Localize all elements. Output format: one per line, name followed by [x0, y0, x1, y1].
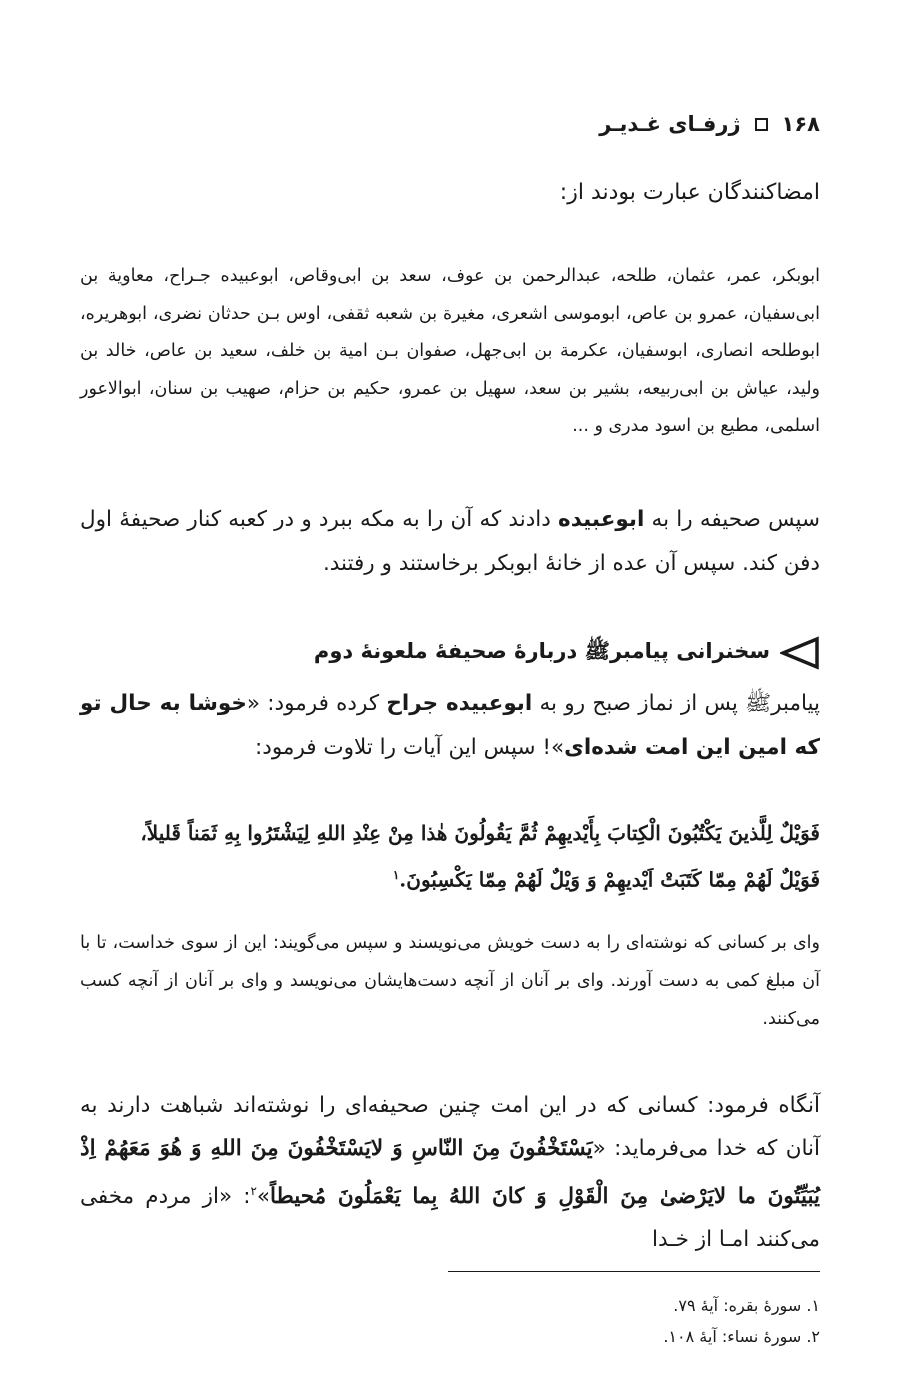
text-segment: پیامبرﷺ پس از نماز صبح رو به [532, 691, 820, 716]
section-title: سخنرانی پیامبرﷺ دربارهٔ صحیفهٔ ملعونهٔ دوم [313, 638, 770, 663]
bold-quote: خوشا به حال تو که امین این امت شده‌ای [80, 691, 820, 760]
bold-name: ابوعبیده [558, 507, 645, 532]
final-paragraph [80, 1084, 820, 1261]
text-segment: کرده فرمود: « [246, 691, 387, 716]
speech-paragraph [80, 682, 820, 770]
footnote-1: ۱. سورهٔ بقره: آیهٔ ۷۹. [673, 1296, 820, 1315]
triangle-pointer-icon [780, 636, 820, 670]
quran-line-1: فَوَیْلٌ لِلَّذینَ یَکْتُبُونَ الْکِتابَ بِأَیْدیهِمْ ثُمَّ یَقُولُونَ هٰذا مِنْ عِنْدِ اللهِ لِیَشْتَرُوا بِهِ ثَمَناً قَلیلاً، [140, 821, 820, 845]
quran-line-2 [80, 854, 820, 901]
paragraph-after-signers [80, 498, 820, 586]
quran-verse-block [80, 812, 820, 901]
square-separator-icon [755, 118, 768, 131]
text-segment: دادند که آن را به مکه ببرد و در کعبه کنار صحیفهٔ اول دفن کند. سپس آن عده از خانهٔ ابوبکر برخاستند و رفتند. [80, 507, 820, 576]
footnote-2: ۲. سورهٔ نساء: آیهٔ ۱۰۸. [663, 1327, 820, 1346]
footnotes [80, 1290, 820, 1352]
text-segment: آنگاه فرمود: کسانی که در این امت چنین صحیفه‌ای را نوشته‌اند شباهت دارند به آنان که خدا می‌فرماید: « [80, 1093, 820, 1161]
quran-quote: یَسْتَخْفُونَ مِنَ النّاسِ وَ لایَسْتَخْفُونَ مِنَ اللهِ وَ هُوَ مَعَهُمْ اِذْ یُبَیِّتُونَ ما لایَرْضیٰ مِنَ الْقَوْلِ وَ کانَ اللهُ بِما یَعْمَلُونَ مُحیطاً [80, 1136, 820, 1210]
quran-line-2-text: فَوَیْلٌ لَهُمْ مِمّا کَتَبَتْ اَیْدیهِمْ وَ وَیْلٌ لَهُمْ مِمّا یَکْسِبُونَ. [399, 867, 820, 892]
text-segment: سپس صحیفه را به [644, 507, 820, 532]
intro-paragraph: امضاکنندگان عبارت بودند از: [559, 180, 820, 205]
footnote-ref-1: ۱ [392, 868, 400, 882]
bold-name: ابوعبیده جراح [386, 691, 533, 716]
book-title: ژرفـای غـدیـر [599, 112, 741, 136]
page-header [80, 112, 820, 136]
signers-list: ابوبکر، عمر، عثمان، طلحه، عبدالرحمن بن عوف، سعد بن ابی‌وقاص، ابوعبیده جـراح، معاویة بن ابی‌سفیان، عمرو بن عاص، ابوموسی اشعری، مغیرة بن شعبه ثقفی، اوس بـن حدثان نضری، ابوهریره، ابوطلحه انصاری، ابوسفیان، عکرمة بن ابی‌جهل، صفوان بـن امیة بن خلف، سعید بن عاص، خالد بن ولید، عیاش بن ابی‌ربیعه، بشیر بن سعد، سهیل بن عمرو، حکیم بن حزام، صهیب بن سنان، ابوالاعور اسلمی، مطیع بن اسود مدری و ... [80, 266, 820, 436]
footnote-divider [448, 1271, 820, 1272]
section-heading [80, 636, 820, 670]
text-segment: »! سپس این آیات را تلاوت فرمود: [255, 735, 565, 760]
text-segment: » [256, 1184, 271, 1210]
verse-translation: وای بر کسانی که نوشته‌ای را به دست خویش می‌نویسند و سپس می‌گویند: این از سوی خداست، تا با آن مبلغ کمی به دست آورند. وای بر آنان از آنچه دست‌هایشان می‌نویسد و وای بر آنان از آنچه کسب می‌کنند. [80, 933, 820, 1029]
footnote-ref-2: ۲ [250, 1184, 257, 1198]
page-number: ۱۶۸ [781, 112, 820, 136]
text-segment: : «از مردم مخفی می‌کنند امـا از خـدا [80, 1184, 820, 1253]
